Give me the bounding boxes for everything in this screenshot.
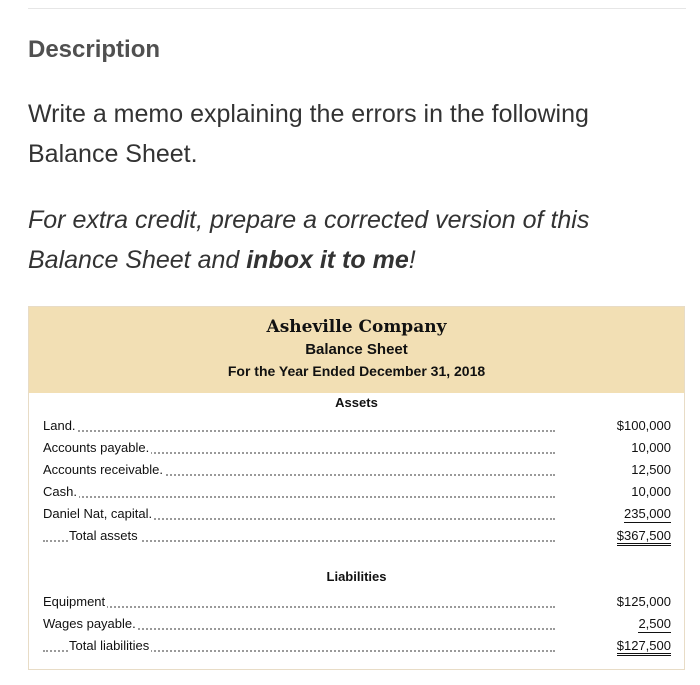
statement-period: For the Year Ended December 31, 2018 xyxy=(227,363,486,379)
liabilities-title: Liabilities xyxy=(326,569,387,584)
asset-row xyxy=(43,503,671,525)
extra-credit-text: For extra credit, prepare a corrected version of this Balance Sheet and xyxy=(28,206,590,274)
total-liabilities-row xyxy=(43,635,671,657)
asset-row-label: Land. xyxy=(43,418,76,433)
extra-credit-paragraph xyxy=(28,200,668,280)
asset-row-label: Cash. xyxy=(43,484,77,499)
total-assets-row xyxy=(43,525,671,547)
liability-row-label: Wages payable. xyxy=(43,616,136,631)
asset-row xyxy=(43,459,671,481)
asset-row-amount: 235,000 xyxy=(624,506,671,521)
top-divider xyxy=(28,8,686,9)
total-liabilities-amount: $127,500 xyxy=(617,638,671,656)
liability-row-amount: $125,000 xyxy=(616,594,671,609)
liability-row-label: Equipment xyxy=(43,594,106,609)
asset-row-label: Accounts receivable. xyxy=(43,462,163,477)
asset-row-label: Accounts payable. xyxy=(43,440,150,455)
description-heading: Description xyxy=(28,36,161,63)
asset-row-amount: 10,000 xyxy=(631,440,671,455)
company-name: Asheville Company xyxy=(266,317,447,337)
asset-row-amount: 12,500 xyxy=(631,462,671,477)
assets-title: Assets xyxy=(335,395,378,410)
liability-row xyxy=(43,591,671,613)
statement-title: Balance Sheet xyxy=(305,341,408,358)
asset-row xyxy=(43,415,671,437)
instruction-paragraph: Write a memo explaining the errors in the following Balance Sheet. xyxy=(28,100,589,168)
total-assets-label: Total assets xyxy=(69,528,138,543)
balance-sheet-image xyxy=(28,306,685,670)
liability-row xyxy=(43,613,671,635)
asset-row-amount: 10,000 xyxy=(631,484,671,499)
balance-sheet-header xyxy=(29,307,684,393)
extra-credit-suffix: ! xyxy=(408,246,416,274)
extra-credit-emphasis: inbox it to me xyxy=(246,246,409,274)
asset-row xyxy=(43,481,671,503)
asset-row-label: Daniel Nat, capital. xyxy=(43,506,153,521)
asset-row xyxy=(43,437,671,459)
total-liabilities-label: Total liabilities xyxy=(69,638,150,653)
total-assets-amount: $367,500 xyxy=(617,528,671,546)
asset-row-amount: $100,000 xyxy=(616,418,671,433)
liability-row-amount: 2,500 xyxy=(638,616,671,631)
